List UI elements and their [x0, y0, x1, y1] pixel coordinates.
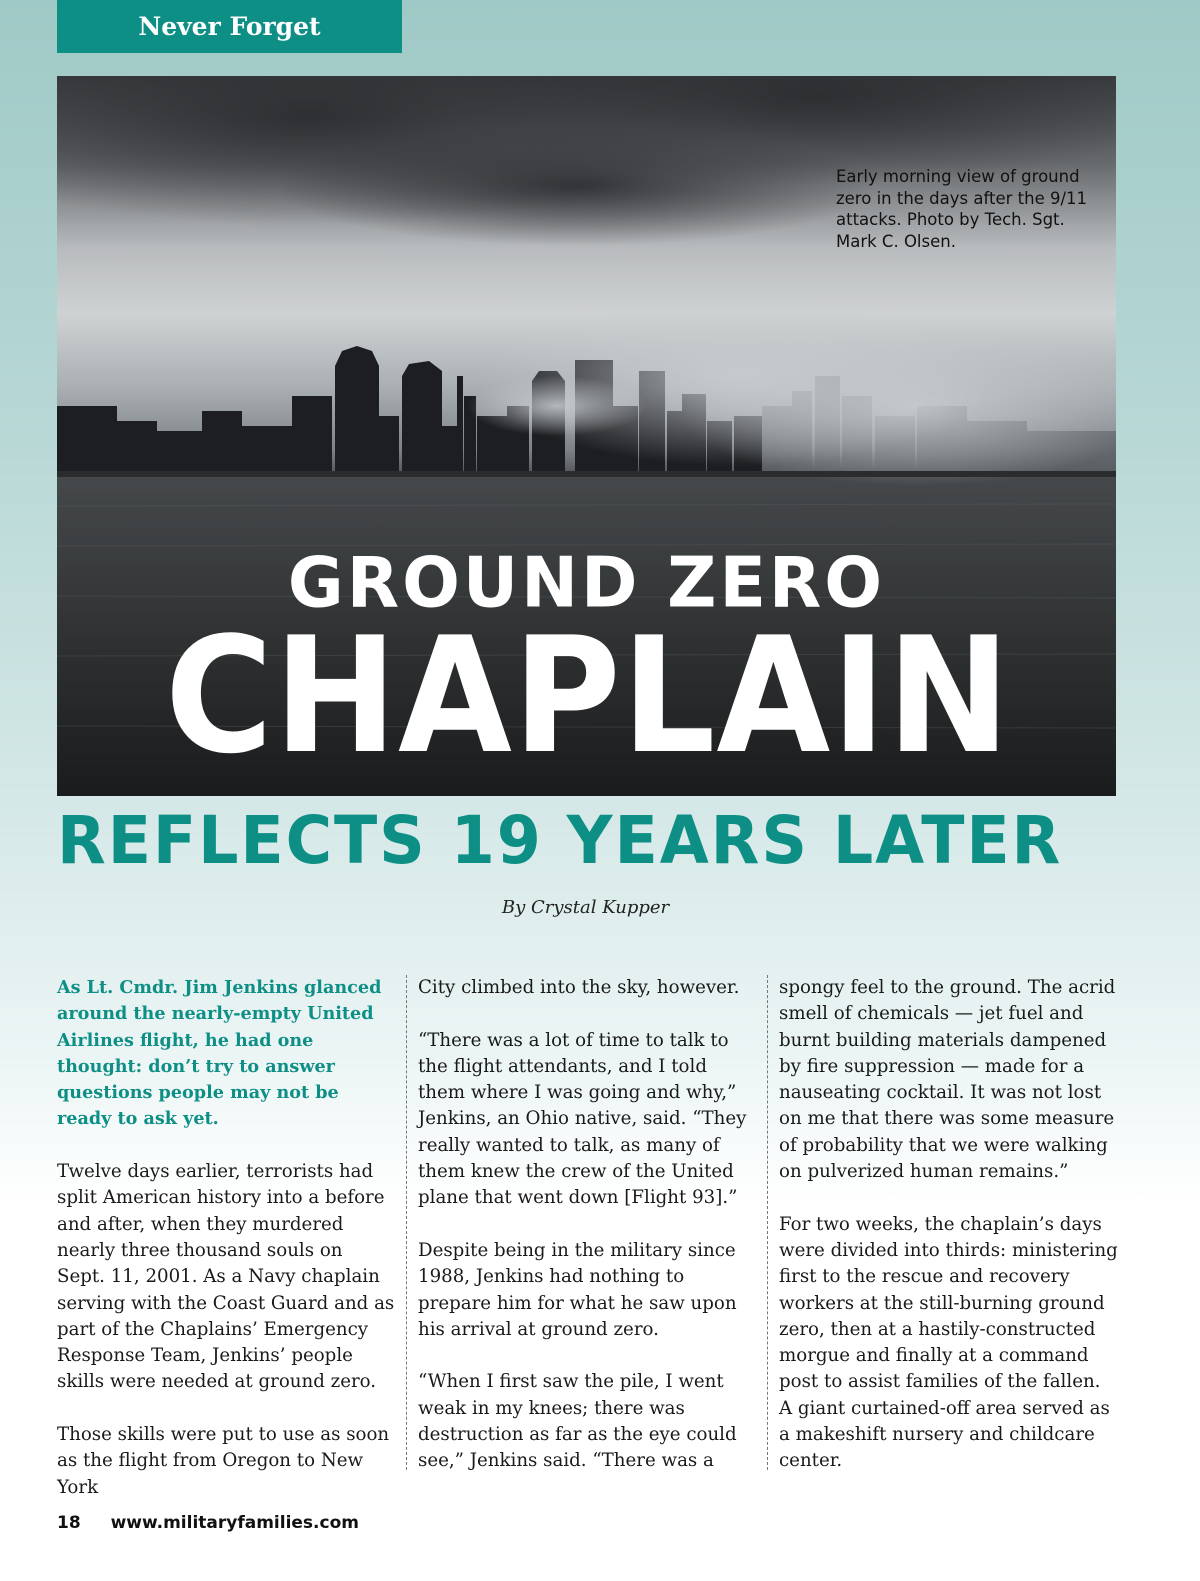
article-column-3 — [779, 975, 1119, 1501]
page-number: 18 — [57, 1513, 81, 1533]
column-divider — [406, 975, 407, 1470]
article-paragraph: Despite being in the military since 1988, Jenkins had nothing to prepare him for what he saw upon his arrival at ground zero. — [418, 1239, 737, 1340]
headline-ground-zero: GROUND ZERO — [287, 543, 886, 624]
article-column-1 — [57, 975, 395, 1527]
article-column-2 — [418, 975, 756, 1501]
page-footer — [57, 1513, 359, 1533]
article-lede: As Lt. Cmdr. Jim Jenkins glanced around the nearly-empty United Airlines flight, he had one thought: don’t try to answer questions people may not be ready to ask yet. — [57, 977, 382, 1130]
website-link[interactable]: www.militaryfamilies.com — [110, 1513, 359, 1533]
article-paragraph: For two weeks, the chaplain’s days were divided into thirds: ministering first to the rescue and recovery workers at the still-burning ground zero, then at a hastily-constructed morgue and finally at a command post to assist families of the fallen. A giant curtained-off area served as a makeshift nursery and childcare center. — [779, 1213, 1118, 1472]
byline: By Crystal Kupper — [501, 897, 670, 918]
article-paragraph: City climbed into the sky, however. — [418, 977, 740, 998]
article-paragraph: Twelve days earlier, terrorists had split American history into a before and after, when they murdered nearly three thousand souls on Sept. 11, 2001. As a Navy chaplain serving with the Coast Guard and as part of the Chaplains’ Emergency Response Team, Jenkins’ people skills were needed at ground zero. — [57, 1161, 395, 1393]
headline-chaplain: CHAPLAIN — [164, 602, 1012, 789]
headline-reflects: REFLECTS 19 YEARS LATER — [57, 802, 1063, 879]
section-tab: Never Forget — [57, 0, 402, 53]
article-paragraph: Those skills were put to use as soon as the flight from Oregon to New York — [57, 1424, 390, 1498]
article-paragraph: “When I first saw the pile, I went weak in my knees; there was destruction as far as the eye could see,” Jenkins said. “There was a — [418, 1371, 737, 1472]
article-paragraph: spongy feel to the ground. The acrid smell of chemicals — jet fuel and burnt building materials dampened by fire suppression — made for a nauseating cocktail. It was not lost on me that there was some measure of probability that we were walking on pulverized human remains.” — [779, 977, 1116, 1183]
column-divider — [767, 975, 768, 1470]
photo-caption: Early morning view of ground zero in the days after the 9/11 attacks. Photo by Tech. Sgt. Mark C. Olsen. — [836, 167, 1088, 251]
skyline-photo — [57, 76, 1116, 796]
article-paragraph: “There was a lot of time to talk to the flight attendants, and I told them where I was going and why,” Jenkins, an Ohio native, said. “They really wanted to talk, as many of them knew the crew of the United plane that went down [Flight 93].” — [418, 1029, 747, 1209]
